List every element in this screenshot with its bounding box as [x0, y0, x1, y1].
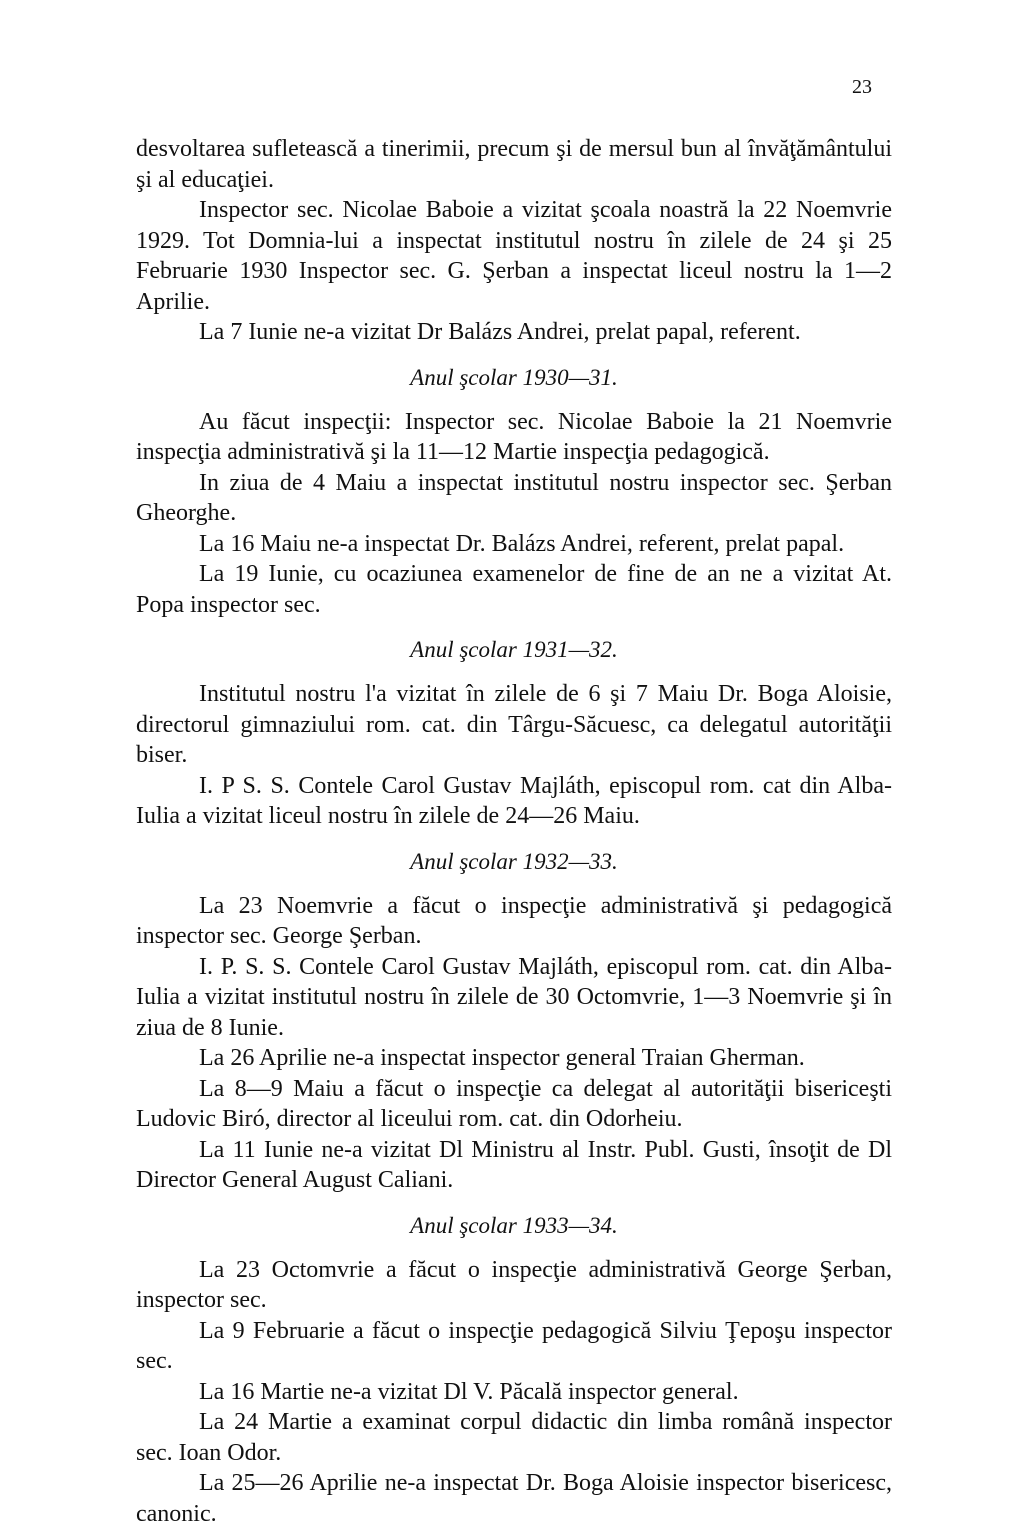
paragraph: La 16 Maiu ne-a inspectat Dr. Balázs Andrei, referent, prelat papal.: [199, 530, 845, 557]
paragraph: La 16 Martie ne-a vizitat Dl V. Păcală inspector general.: [199, 1378, 739, 1405]
paragraph: Inspector sec. Nicolae Baboie a vizitat şcoala noastră la 22 Noemvrie 1929. Tot Domnia-lui a inspectat institutul nostru în zilele de 24 şi 25 Februarie 1930 Inspector sec. G. Şerban a inspectat liceul nostru la 1—2 Aprilie.: [136, 197, 892, 315]
paragraph: La 26 Aprilie ne-a inspectat inspector general Traian Gherman.: [199, 1045, 805, 1071]
paragraph: La 9 Februarie a făcut o inspecţie pedagogică Silviu Ţepoşu inspector sec.: [136, 1317, 892, 1374]
section-heading: Anul şcolar 1933—34.: [410, 1212, 618, 1238]
page-number: 23: [852, 76, 872, 98]
paragraph: Au făcut inspecţii: Inspector sec. Nicolae Baboie la 21 Noemvrie inspecţia administrativă şi la 11—12 Martie inspecţia pedagogică.: [136, 408, 892, 465]
paragraph: Institutul nostru l'a vizitat în zilele de 6 şi 7 Maiu Dr. Boga Aloisie, directorul gimnaziului rom. cat. din Târgu-Săcuesc, ca delegatul autorităţii biser.: [136, 681, 892, 768]
paragraph: I. P. S. S. Contele Carol Gustav Majláth, episcopul rom. cat. din Alba-Iulia a vizitat institutul nostru în zilele de 30 Octomvrie, 1—3 Noemvrie şi în ziua de 8 Iunie.: [136, 953, 892, 1041]
paragraph: La 25—26 Aprilie ne-a inspectat Dr. Boga Aloisie inspector bisericesc, canonic.: [136, 1470, 892, 1527]
paragraph: La 23 Noemvrie a făcut o inspecţie administrativă şi pedagogică inspector sec. George Şerban.: [136, 892, 892, 949]
paragraph: desvoltarea sufletească a tinerimii, precum şi de mersul bun al învăţământului şi al educaţiei.: [136, 136, 892, 193]
paragraph: In ziua de 4 Maiu a inspectat institutul nostru inspector sec. Şerban Gheorghe.: [136, 469, 892, 526]
paragraph: La 19 Iunie, cu ocaziunea examenelor de fine de an ne a vizitat At. Popa inspector sec.: [136, 561, 892, 618]
section-heading: Anul şcolar 1930—31.: [410, 364, 618, 390]
paragraph: La 7 Iunie ne-a vizitat Dr Balázs Andrei, prelat papal, referent.: [199, 319, 801, 345]
paragraph: La 11 Iunie ne-a vizitat Dl Ministru al Instr. Publ. Gusti, însoţit de Dl Director General August Caliani.: [136, 1136, 892, 1193]
paragraph: La 23 Octomvrie a făcut o inspecţie administrativă George Şerban, inspector sec.: [136, 1256, 892, 1313]
page-text: [136, 134, 892, 1529]
section-heading: Anul şcolar 1931—32.: [410, 637, 618, 662]
paragraph: La 8—9 Maiu a făcut o inspecţie ca delegat al autorităţii bisericeşti Ludovic Biró, director al liceului rom. cat. din Odorheiu.: [136, 1075, 892, 1132]
paragraph: I. P S. S. Contele Carol Gustav Majláth, episcopul rom. cat din Alba-Iulia a vizitat liceul nostru în zilele de 24—26 Maiu.: [136, 772, 892, 829]
section-heading: Anul şcolar 1932—33.: [410, 848, 618, 874]
paragraph: La 24 Martie a examinat corpul didactic din limba română inspector sec. Ioan Odor.: [136, 1409, 892, 1466]
